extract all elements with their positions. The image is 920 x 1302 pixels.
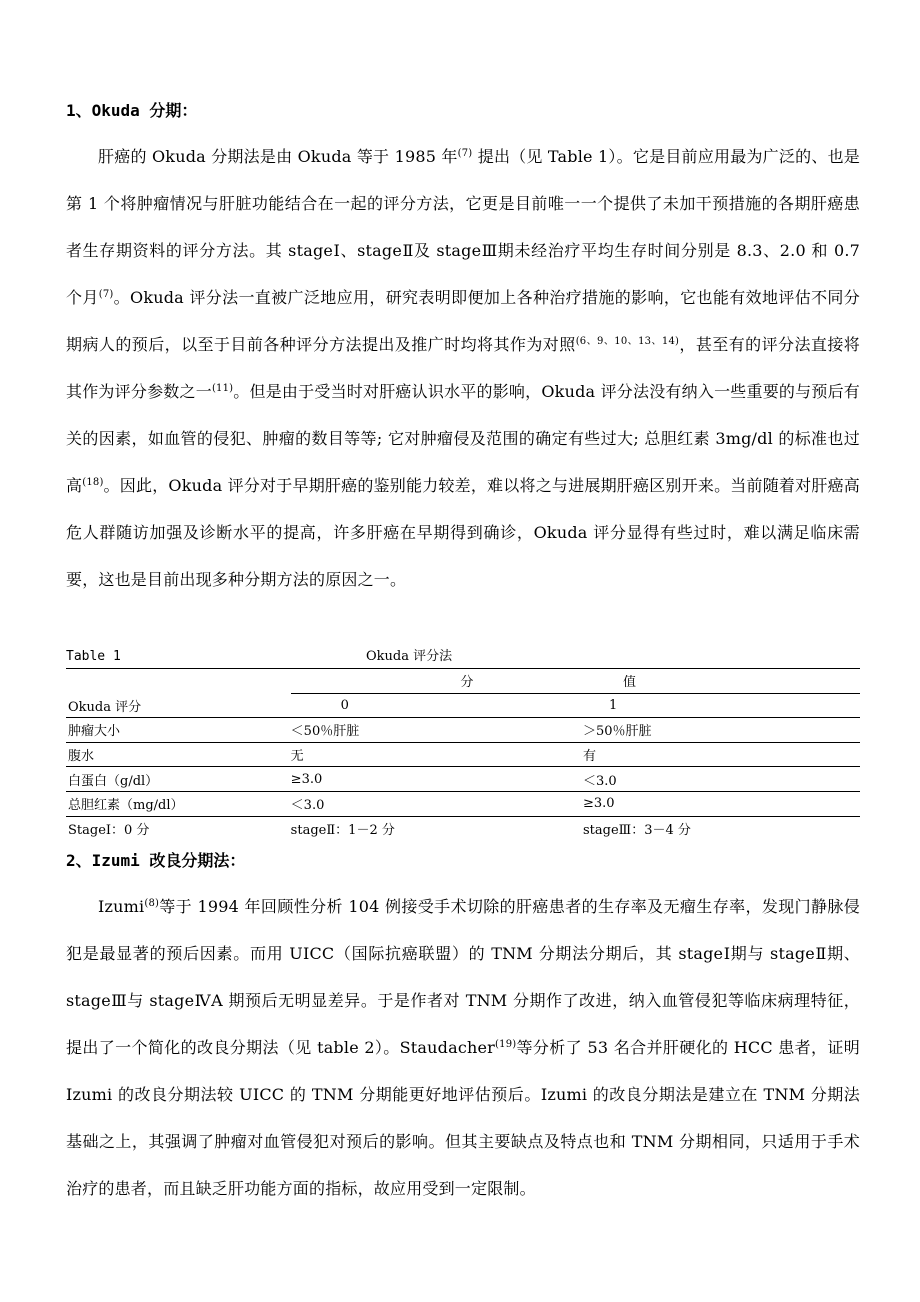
section2-text-c: 等分析了 53 名合并肝硬化的 HCC 患者，证明 Izumi 的改良分期法较 UICC 的 TNM 分期能更好地评估预后。Izumi 的改良分期法是建立在 TNM 分期法基础之上，其强调了肿瘤对血管侵犯对预后的影响。但其主要缺点及特点也和 TNM 分期相同，只适用于手术治疗的患者，而且缺乏肝功能方面的指标，故应用受到一定限制。 <box>66 1038 860 1198</box>
header-fen: 分 <box>291 669 583 694</box>
header-zhi: 值 <box>583 669 860 694</box>
section1-text-a: 肝癌的 Okuda 分期法是由 Okuda 等于 1985 年 <box>98 147 458 166</box>
table-cell: ＜3.0 <box>291 791 583 816</box>
section1-heading: 1、Okuda 分期： <box>66 101 198 120</box>
table-cell: stageⅢ：3－4 分 <box>583 822 691 838</box>
citation: (19) <box>495 1039 517 1050</box>
table-cell: stageⅡ：1－2 分 <box>290 822 395 838</box>
table-cell: 总胆红素（mg/dl） <box>66 791 291 816</box>
section1-text-b: 提出（见 Table 1）。它是目前应用最为广泛的、也是第 1 个将肿瘤情况与肝脏功能结合在一起的评分方法，它更是目前唯一一个提供了未加干预措施的各期肝癌患者生存期资料的评分方法。其 stageⅠ、stageⅡ及 stageⅢ期未经治疗平均生存时间分别是 8.3、2.0 和 0.7 个月 <box>66 147 860 307</box>
table1-title: Okuda 评分法 <box>366 649 453 664</box>
table-cell: 无 <box>291 742 583 767</box>
table-cell: StageⅠ：0 分 <box>68 822 150 838</box>
citation: (8) <box>144 898 160 909</box>
table-row <box>66 791 860 816</box>
okuda-table <box>66 668 860 840</box>
table1-caption <box>66 648 860 666</box>
citation: (11) <box>211 383 234 394</box>
table-cell: 0 <box>291 693 583 718</box>
table-cell: 腹水 <box>66 742 291 767</box>
section1-text-f: 。因此，Okuda 评分对于早期肝癌的鉴别能力较差，难以将之与进展期肝癌区别开来。当前随着对肝癌高危人群随访加强及诊断水平的提高，许多肝癌在早期得到确诊，Okuda 评分显得有些过时，难以满足临床需要，这也是目前出现多种分期方法的原因之一。 <box>66 476 860 589</box>
table-cell: ＜3.0 <box>583 767 860 792</box>
section1-paragraph <box>66 133 860 603</box>
table-row <box>66 742 860 767</box>
table-cell: ＜50％肝脏 <box>291 718 583 743</box>
table-cell: ＞50％肝脏 <box>583 718 860 743</box>
citation: (7) <box>457 148 473 159</box>
table-header-row <box>66 669 860 694</box>
section1-text-e: 。但是由于受当时对肝癌认识水平的影响，Okuda 评分法没有纳入一些重要的与预后有关的因素，如血管的侵犯、肿瘤的数目等等; 它对肿瘤侵及范围的确定有些过大; 总胆红素 3mg/dl 的标准也过高 <box>66 382 860 495</box>
section2-heading: 2、Izumi 改良分期法： <box>66 851 246 870</box>
table-cell: ≥3.0 <box>583 791 860 816</box>
table-cell: ≥3.0 <box>291 767 583 792</box>
citation: (6、9、10、13、14) <box>575 336 680 347</box>
table-row <box>66 718 860 743</box>
table-row <box>66 767 860 792</box>
section2-text-b: 等于 1994 年回顾性分析 104 例接受手术切除的肝癌患者的生存率及无瘤生存率，发现门静脉侵犯是最显著的预后因素。而用 UICC（国际抗癌联盟）的 TNM 分期法分期后，其 stageⅠ期与 stageⅡ期、stageⅢ与 stageⅣA 期预后无明显差异。于是作者对 TNM 分期作了改进，纳入血管侵犯等临床病理特征，提出了一个简化的改良分期法（见 table 2）。Staudacher <box>66 897 860 1057</box>
table-stage-row <box>66 816 860 840</box>
table-cell: 有 <box>583 742 860 767</box>
citation: (18) <box>82 477 104 488</box>
section1-text-c: 。Okuda 评分法一直被广泛地应用，研究表明即便加上各种治疗措施的影响，它也能有效地评估不同分期病人的预后，以至于目前各种评分方法提出及推广时均将其作为对照 <box>66 288 860 354</box>
table-cell: Okuda 评分 <box>66 693 291 718</box>
table-cell: 白蛋白（g/dl） <box>66 767 291 792</box>
table-cell: 肿瘤大小 <box>66 718 291 743</box>
table-score-row <box>66 693 860 718</box>
section2-text-a: Izumi <box>98 897 145 916</box>
table1-label: Table 1 <box>66 649 121 664</box>
section2-paragraph <box>66 883 860 1212</box>
table-cell: 1 <box>583 693 860 718</box>
citation: (7) <box>98 289 114 300</box>
section1-text-d: ，甚至有的评分法直接将其作为评分参数之一 <box>66 335 860 401</box>
